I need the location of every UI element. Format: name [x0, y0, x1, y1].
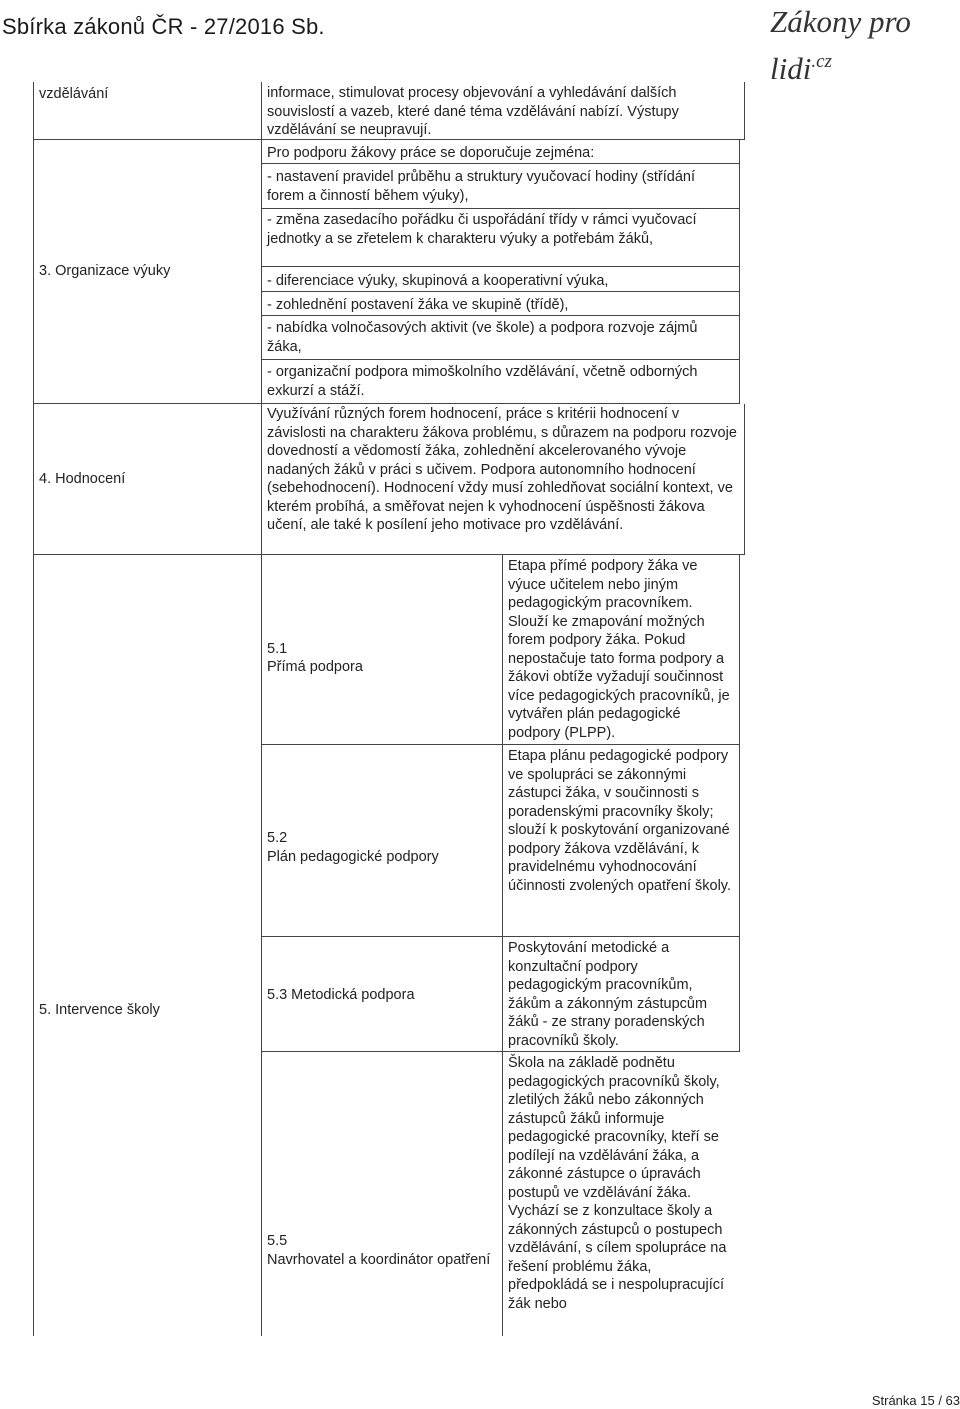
organizace-item-text: - diferenciace výuky, skupinová a kooperativní výuka,	[267, 273, 609, 289]
subrow-title: 5.3 Metodická podpora	[267, 986, 415, 1003]
content-vzdelavani	[262, 82, 745, 140]
subrow-text: Etapa plánu pedagogické podpory ve spolupráci se zákonnými zástupci žáka, v součinnosti s poradenskými pracovníky školy; slouží k poskytování organizované podpory žákova vzdělávání, k pravidelnému vyhodnocování účinnosti zvolených opatření školy.	[508, 748, 731, 894]
row-label-intervence	[33, 555, 262, 1336]
subrow-title: Navrhovatel a koordinátor opatření	[267, 1251, 491, 1268]
organizace-item-text: - nabídka volnočasových aktivit (ve škole) a podpora rozvoje zájmů žáka,	[267, 320, 698, 355]
intervence-subrow-text	[503, 555, 740, 745]
organizace-item	[262, 267, 740, 292]
label-vzdelavani: vzdělávání	[39, 86, 109, 102]
subrow-number: 5.1	[267, 640, 288, 657]
subrow-text: Škola na základě podnětu pedagogických pracovníků školy, zletilých žáků nebo zákonných zástupců žáků informuje pedagogické pracovníky, kteří se podílejí na vzdělávání žáka, a zákonné zástupce o úpravách postupů ve vzdělávání žáka. Vychází se z konzultace školy a zákonných zástupců o postupech vzdělávání, s cílem spolupráce na řešení problému žáka, předpokládá se i nespolupracující žák nebo	[508, 1055, 727, 1312]
subrow-number: 5.5	[267, 1233, 288, 1249]
organizace-item-text: - organizační podpora mimoškolního vzdělávání, včetně odborných exkurzí a stáží.	[267, 364, 698, 399]
organizace-item	[262, 316, 740, 360]
label-hodnoceni: 4. Hodnocení	[39, 470, 126, 487]
intervence-subrow-name	[262, 1052, 503, 1336]
text-hodnoceni: Využívání různých forem hodnocení, práce s kritérii hodnocení v závislosti na charakteru žákova problému, s důrazem na podporu rozvoje dovedností a vědomostí žáka, zohlednění akcelerovaného vývoje nadaných žáků v práci s učivem. Podpora autonomního hodnocení (sebehodnocení). Hodnocení vždy musí zohledňovat sociální kontext, ve kterém probíhá, a směřovat nejen k vyhodnocení úspěšnosti žákova učení, ale také k posílení jeho motivace pro vzdělávání.	[267, 406, 737, 533]
organizace-item	[262, 292, 740, 316]
intervence-subrow-name	[262, 555, 503, 745]
subrow-title: Přímá podpora	[267, 659, 363, 675]
row-label-hodnoceni	[33, 404, 262, 555]
intervence-subrow-text	[503, 937, 740, 1052]
organizace-item	[262, 360, 740, 404]
intervence-subrow-text	[503, 1052, 740, 1336]
organizace-item-text: - zohlednění postavení žáka ve skupině (třídě),	[267, 297, 569, 313]
organizace-intro	[262, 140, 740, 164]
label-organizace: 3. Organizace výuky	[39, 263, 171, 280]
logo-suffix: .cz	[811, 51, 832, 72]
subrow-title: Plán pedagogické podpory	[267, 848, 439, 865]
intervence-subrow-name	[262, 745, 503, 937]
organizace-item-text: - změna zasedacího pořádku či uspořádání třídy v rámci vyučovací jednotky a se zřetelem k charakteru výuky a potřebám žáků,	[267, 212, 697, 247]
subrow-text: Poskytování metodické a konzultační podpory pedagogickým pracovníkům, žákům a zákonným zástupcům žáků - ze strany poradenských pracovníků školy.	[508, 940, 708, 1049]
subrow-text: Etapa přímé podpory žáka ve výuce učitelem nebo jiným pedagogickým pracovníkem. Slouží ke zmapování možných forem podpory žáka. Pokud nepostačuje tato forma podpory a žákovi obtíže vyžadují součinnost více pedagogických pracovníků, je vytvářen plán pedagogické podpory (PLPP).	[508, 558, 730, 741]
row-label-organizace	[33, 140, 262, 404]
organizace-item	[262, 209, 740, 267]
intervence-subrow-text	[503, 745, 740, 937]
row-label-vzdelavani	[33, 82, 262, 140]
text-organizace-intro: Pro podporu žákovy práce se doporučuje zejména:	[267, 145, 595, 161]
subrow-number: 5.2	[267, 830, 288, 846]
organizace-item	[262, 164, 740, 209]
text-vzdelavani: informace, stimulovat procesy objevování a vyhledávání dalších souvislostí a vazeb, které dané téma vzdělávání nabízí. Výstupy vzdělávání se neupravují.	[267, 85, 679, 138]
organizace-item-text: - nastavení pravidel průběhu a struktury vyučovací hodiny (střídání forem a činností během výuky),	[267, 169, 695, 204]
logo-text: Zákony pro lidi	[770, 4, 911, 86]
page-number: Stránka 15 / 63	[871, 1393, 960, 1408]
intervence-subrow-name	[262, 937, 503, 1052]
content-hodnoceni	[262, 404, 745, 555]
label-intervence: 5. Intervence školy	[39, 1002, 160, 1019]
document-title: Sbírka zákonů ČR - 27/2016 Sb.	[2, 14, 325, 39]
site-logo[interactable]	[770, 2, 960, 89]
